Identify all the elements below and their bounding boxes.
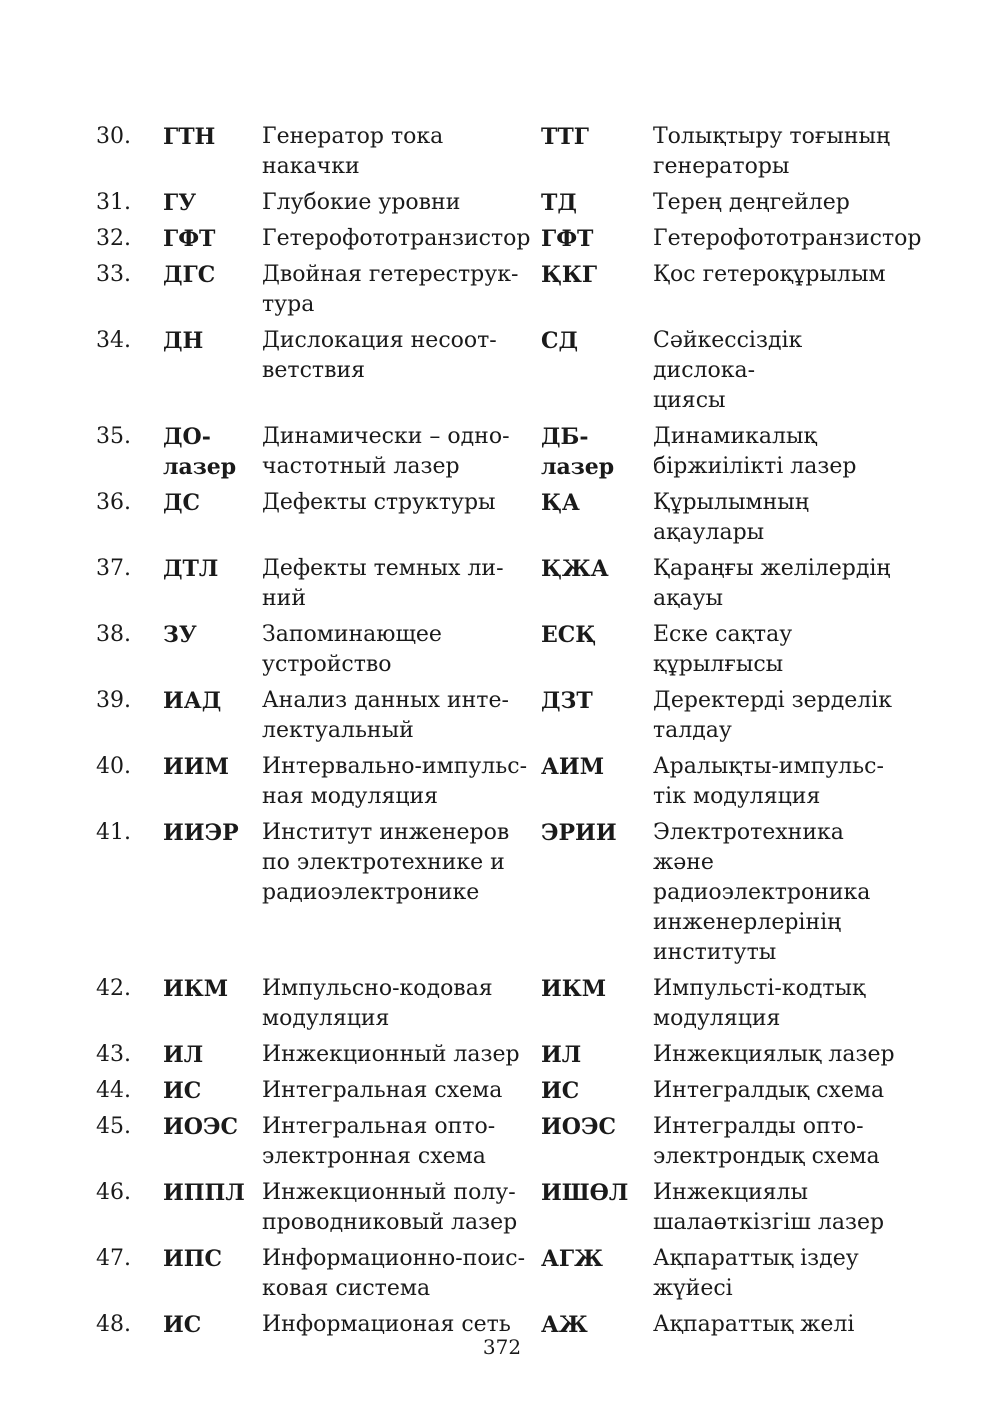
kazakh-abbreviation: ҚА	[541, 490, 580, 516]
russian-term-cell	[262, 554, 541, 620]
russian-abbreviation-cell	[163, 818, 262, 974]
russian-abbreviation: ИЛ	[163, 1042, 204, 1068]
russian-term-cell	[262, 1178, 541, 1244]
kazakh-term-cell	[653, 620, 908, 686]
entry-number: 39.	[96, 688, 131, 713]
abbreviation-glossary-table	[96, 122, 922, 1346]
kazakh-term-cell	[653, 752, 908, 818]
entry-number: 47.	[96, 1246, 131, 1271]
entry-number-cell	[96, 488, 163, 554]
russian-term: Интегральная опто- электронная схема	[262, 1114, 496, 1169]
russian-term-cell	[262, 326, 541, 422]
kazakh-abbreviation-cell	[541, 1112, 653, 1178]
kazakh-term-cell	[653, 1244, 908, 1310]
table-row	[96, 224, 908, 260]
entry-number: 30.	[96, 124, 131, 149]
table-row	[96, 1178, 908, 1244]
russian-term: Анализ данных инте- лектуальный	[262, 688, 509, 743]
entry-number: 35.	[96, 424, 131, 449]
kazakh-term-cell	[653, 326, 908, 422]
russian-term: Информационая сеть	[262, 1312, 511, 1337]
russian-abbreviation-cell	[163, 974, 262, 1040]
kazakh-term-cell	[653, 1112, 908, 1178]
russian-term: Дефекты темных ли- ний	[262, 556, 504, 611]
russian-abbreviation: ИПС	[163, 1246, 223, 1272]
russian-term: Динамически – одно- частотный лазер	[262, 424, 510, 479]
russian-term: Институт инженеров по электротехнике и радиоэлектронике	[262, 820, 510, 905]
russian-term-cell	[262, 1040, 541, 1076]
entry-number-cell	[96, 1244, 163, 1310]
russian-term-cell	[262, 422, 541, 488]
kazakh-term-cell	[653, 1076, 908, 1112]
entry-number-cell	[96, 752, 163, 818]
kazakh-abbreviation-cell	[541, 422, 653, 488]
table-row	[96, 422, 908, 488]
entry-number: 46.	[96, 1180, 131, 1205]
table-row	[96, 818, 908, 974]
russian-term-cell	[262, 974, 541, 1040]
russian-term-cell	[262, 818, 541, 974]
table-row	[96, 686, 908, 752]
kazakh-term: Интегралды опто- электрондық схема	[653, 1114, 880, 1169]
entry-number: 41.	[96, 820, 131, 845]
russian-term-cell	[262, 488, 541, 554]
entry-number: 37.	[96, 556, 131, 581]
russian-term: Генератор тока накачки	[262, 124, 444, 179]
entry-number-cell	[96, 1112, 163, 1178]
kazakh-abbreviation-cell	[541, 260, 653, 326]
russian-abbreviation: ГФТ	[163, 226, 216, 252]
russian-term-cell	[262, 122, 541, 188]
russian-term-cell	[262, 224, 541, 260]
kazakh-term: Аралықты-импульс- тік модуляция	[653, 754, 884, 809]
entry-number: 44.	[96, 1078, 131, 1103]
russian-term: Запоминающее устройство	[262, 622, 442, 677]
entry-number-cell	[96, 686, 163, 752]
kazakh-abbreviation-cell	[541, 224, 653, 260]
table-row	[96, 974, 908, 1040]
kazakh-abbreviation-cell	[541, 620, 653, 686]
russian-abbreviation-cell	[163, 488, 262, 554]
table-row	[96, 122, 908, 188]
russian-abbreviation: ИКМ	[163, 976, 229, 1002]
russian-term-cell	[262, 752, 541, 818]
russian-term-cell	[262, 1244, 541, 1310]
entry-number: 40.	[96, 754, 131, 779]
entry-number-cell	[96, 422, 163, 488]
russian-abbreviation: ИОЭС	[163, 1114, 238, 1140]
kazakh-term: Еске сақтау құрылғысы	[653, 622, 793, 677]
kazakh-abbreviation-cell	[541, 686, 653, 752]
kazakh-abbreviation: ЭРИИ	[541, 820, 617, 846]
entry-number: 48.	[96, 1312, 131, 1337]
russian-abbreviation-cell	[163, 554, 262, 620]
kazakh-abbreviation: ТД	[541, 190, 577, 216]
kazakh-term: Қос гетероқұрылым	[653, 262, 886, 287]
kazakh-abbreviation: ИЛ	[541, 1042, 582, 1068]
russian-term: Импульсно-кодовая модуляция	[262, 976, 493, 1031]
kazakh-term: Электротехника және радиоэлектроника инженерлерінің институты	[653, 820, 871, 965]
russian-abbreviation: ИИЭР	[163, 820, 239, 846]
kazakh-term: Импульсті-кодтық модуляция	[653, 976, 866, 1031]
kazakh-term: Ақпараттық желі	[653, 1312, 855, 1337]
russian-term-cell	[262, 1076, 541, 1112]
entry-number-cell	[96, 122, 163, 188]
kazakh-term: Сәйкессіздік дислока- циясы	[653, 328, 803, 413]
russian-term: Интегральная схема	[262, 1078, 503, 1103]
russian-abbreviation-cell	[163, 188, 262, 224]
kazakh-term: Гетерофототранзистор	[653, 226, 922, 251]
table-row	[96, 1076, 908, 1112]
russian-abbreviation-cell	[163, 1076, 262, 1112]
entry-number-cell	[96, 974, 163, 1040]
entry-number-cell	[96, 224, 163, 260]
russian-abbreviation: ДТЛ	[163, 556, 219, 582]
entry-number-cell	[96, 1040, 163, 1076]
kazakh-term: Динамикалық біржиілікті лазер	[653, 424, 857, 479]
kazakh-term: Инжекциялық лазер	[653, 1042, 895, 1067]
russian-abbreviation: ГУ	[163, 190, 197, 216]
russian-term-cell	[262, 620, 541, 686]
kazakh-term-cell	[653, 1178, 908, 1244]
kazakh-abbreviation-cell	[541, 554, 653, 620]
kazakh-abbreviation-cell	[541, 818, 653, 974]
kazakh-abbreviation-cell	[541, 1040, 653, 1076]
russian-term-cell	[262, 260, 541, 326]
russian-term: Дефекты структуры	[262, 490, 496, 515]
kazakh-term: Толықтыру тоғының генераторы	[653, 124, 891, 179]
kazakh-abbreviation: ҚЖА	[541, 556, 609, 582]
kazakh-term: Инжекциялы шалаөткізгіш лазер	[653, 1180, 885, 1235]
glossary-body	[96, 122, 922, 1346]
russian-abbreviation: ИС	[163, 1078, 202, 1104]
entry-number: 34.	[96, 328, 131, 353]
kazakh-abbreviation-cell	[541, 974, 653, 1040]
russian-term-cell	[262, 1112, 541, 1178]
kazakh-term: Ақпараттық іздеу жүйесі	[653, 1246, 859, 1301]
kazakh-abbreviation: СД	[541, 328, 579, 354]
kazakh-abbreviation: ҚКГ	[541, 262, 598, 288]
russian-term: Интервально-импульс- ная модуляция	[262, 754, 528, 809]
russian-term-cell	[262, 686, 541, 752]
kazakh-abbreviation: ДЗТ	[541, 688, 593, 714]
russian-abbreviation: ГТН	[163, 124, 216, 150]
kazakh-term: Терең деңгейлер	[653, 190, 850, 215]
kazakh-abbreviation: АЖ	[541, 1312, 588, 1338]
table-row	[96, 326, 908, 422]
entry-number-cell	[96, 326, 163, 422]
entry-number-cell	[96, 818, 163, 974]
kazakh-term-cell	[653, 1040, 908, 1076]
entry-number-cell	[96, 1178, 163, 1244]
russian-term: Гетерофототранзистор	[262, 226, 531, 251]
russian-abbreviation-cell	[163, 620, 262, 686]
russian-abbreviation: ДГС	[163, 262, 216, 288]
entry-number-cell	[96, 1076, 163, 1112]
russian-term: Глубокие уровни	[262, 190, 461, 215]
russian-term: Инжекционный лазер	[262, 1042, 520, 1067]
entry-number: 32.	[96, 226, 131, 251]
kazakh-abbreviation-cell	[541, 1244, 653, 1310]
entry-number-cell	[96, 620, 163, 686]
kazakh-abbreviation: ИШӨЛ	[541, 1180, 629, 1206]
kazakh-abbreviation: ИКМ	[541, 976, 607, 1002]
entry-number: 42.	[96, 976, 131, 1001]
entry-number: 36.	[96, 490, 131, 515]
table-row	[96, 488, 908, 554]
russian-abbreviation: ИППЛ	[163, 1180, 245, 1206]
russian-abbreviation-cell	[163, 260, 262, 326]
kazakh-abbreviation: ИОЭС	[541, 1114, 616, 1140]
entry-number: 43.	[96, 1042, 131, 1067]
kazakh-term-cell	[653, 686, 908, 752]
table-row	[96, 1244, 908, 1310]
table-row	[96, 260, 908, 326]
kazakh-term-cell	[653, 554, 908, 620]
kazakh-abbreviation: АГЖ	[541, 1246, 603, 1272]
russian-abbreviation-cell	[163, 686, 262, 752]
kazakh-abbreviation-cell	[541, 1178, 653, 1244]
russian-abbreviation: ИАД	[163, 688, 222, 714]
russian-abbreviation-cell	[163, 1244, 262, 1310]
table-row	[96, 1040, 908, 1076]
entry-number-cell	[96, 188, 163, 224]
russian-abbreviation-cell	[163, 326, 262, 422]
entry-number-cell	[96, 260, 163, 326]
kazakh-term: Деректерді зерделік талдау	[653, 688, 893, 743]
russian-term: Дислокация несоот- ветствия	[262, 328, 497, 383]
russian-abbreviation-cell	[163, 1178, 262, 1244]
russian-abbreviation: ДН	[163, 328, 204, 354]
kazakh-abbreviation: ГФТ	[541, 226, 594, 252]
table-row	[96, 1112, 908, 1178]
russian-abbreviation-cell	[163, 1112, 262, 1178]
kazakh-term-cell	[653, 188, 908, 224]
kazakh-abbreviation: АИМ	[541, 754, 605, 780]
russian-abbreviation: ИИМ	[163, 754, 229, 780]
kazakh-abbreviation-cell	[541, 1076, 653, 1112]
kazakh-abbreviation: ЕСҚ	[541, 622, 597, 648]
kazakh-term-cell	[653, 488, 908, 554]
table-row	[96, 188, 908, 224]
russian-term: Информационно-поис- ковая система	[262, 1246, 526, 1301]
kazakh-term: Құрылымның ақаулары	[653, 490, 809, 545]
kazakh-abbreviation-cell	[541, 122, 653, 188]
entry-number: 38.	[96, 622, 131, 647]
kazakh-abbreviation-cell	[541, 752, 653, 818]
kazakh-abbreviation: ТТГ	[541, 124, 589, 150]
kazakh-term-cell	[653, 974, 908, 1040]
table-row	[96, 752, 908, 818]
russian-abbreviation: ЗУ	[163, 622, 197, 648]
kazakh-abbreviation-cell	[541, 188, 653, 224]
kazakh-term-cell	[653, 422, 908, 488]
kazakh-abbreviation-cell	[541, 488, 653, 554]
kazakh-term-cell	[653, 122, 908, 188]
kazakh-term: Қараңғы желілердің ақауы	[653, 556, 891, 611]
russian-abbreviation: ИС	[163, 1312, 202, 1338]
russian-abbreviation-cell	[163, 422, 262, 488]
entry-number-cell	[96, 554, 163, 620]
russian-abbreviation: ДО- лазер	[163, 424, 237, 480]
table-row	[96, 620, 908, 686]
entry-number: 45.	[96, 1114, 131, 1139]
russian-abbreviation-cell	[163, 752, 262, 818]
russian-term-cell	[262, 188, 541, 224]
table-row	[96, 554, 908, 620]
kazakh-abbreviation-cell	[541, 326, 653, 422]
kazakh-term: Интегралдық схема	[653, 1078, 885, 1103]
page-number: 372	[482, 1335, 522, 1359]
entry-number: 33.	[96, 262, 131, 287]
russian-abbreviation-cell	[163, 224, 262, 260]
kazakh-term-cell	[653, 224, 922, 260]
russian-term: Двойная гетереструк- тура	[262, 262, 519, 317]
russian-term: Инжекционный полу- проводниковый лазер	[262, 1180, 518, 1235]
russian-abbreviation-cell	[163, 1040, 262, 1076]
kazakh-term-cell	[653, 818, 908, 974]
entry-number: 31.	[96, 190, 131, 215]
kazakh-abbreviation: ИС	[541, 1078, 580, 1104]
kazakh-abbreviation: ДБ- лазер	[541, 424, 615, 480]
kazakh-term-cell	[653, 260, 908, 326]
russian-abbreviation: ДС	[163, 490, 201, 516]
russian-abbreviation-cell	[163, 122, 262, 188]
